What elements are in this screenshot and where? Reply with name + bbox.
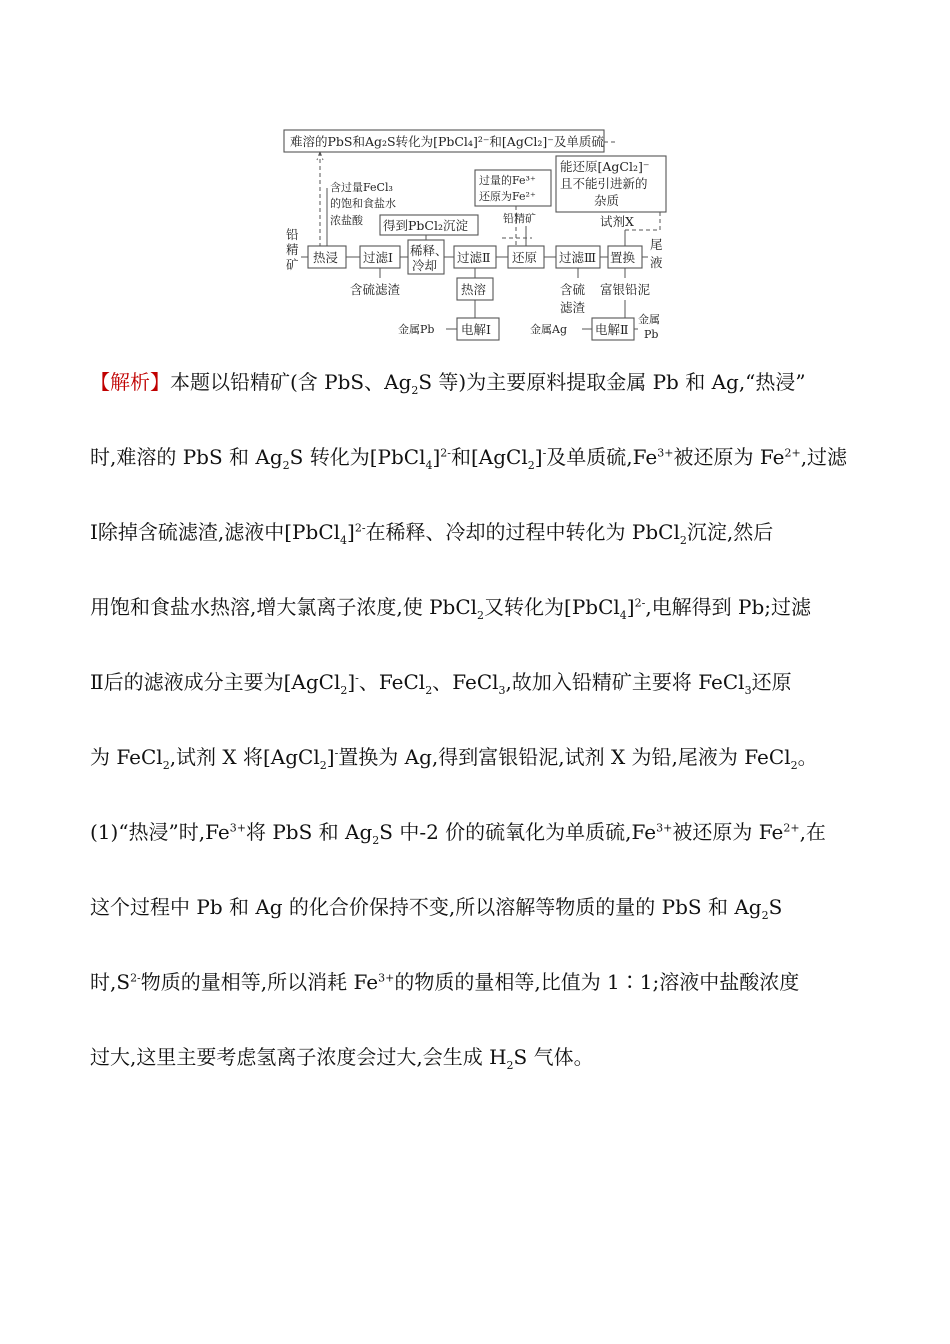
step-hot-leach: 热浸 <box>313 250 339 265</box>
analysis-line-7: (1)“热浸”时$,Fe^{3+}$将 PbS 和 $Ag_2S$ 中-2 价的硫氧化为单质硫$,Fe^{3+}$被还原为 $Fe^{2+}$,在 <box>90 820 826 847</box>
step-filter2: 过滤Ⅱ <box>457 250 491 265</box>
ore-label: 铅精矿 <box>503 212 536 225</box>
analysis-line-3: Ⅰ除掉含硫滤渣,滤液中[PbCl$_4$]$^{2-}$在稀释、冷却的过程中转化为 PbCl$_2$沉淀,然后 <box>90 520 774 547</box>
analysis-section <box>90 345 865 1095</box>
fe-text-1: 过量的Fe³⁺ <box>479 174 536 187</box>
left-note-3: 浓盐酸 <box>330 214 363 227</box>
analysis-tag: 【解析】 <box>90 370 170 394</box>
step-hot-dissolve: 热溶 <box>461 282 487 297</box>
step-dilute-2: 冷却 <box>412 258 438 273</box>
agent-text-2: 且不能引进新的 <box>560 176 648 191</box>
metal-pb: 金属Pb <box>398 323 435 336</box>
residue1: 含硫滤渣 <box>350 282 401 297</box>
analysis-line-10: 过大,这里主要考虑氢离子浓度会过大,会生成 $H_2S$ 气体。 <box>90 1045 594 1072</box>
metal-pb2-2: Pb <box>644 328 659 341</box>
analysis-line-8: 这个过程中 Pb 和 Ag 的化合价保持不变,所以溶解等物质的量的 PbS 和 $Ag_2S$ <box>90 895 783 922</box>
step-filter3: 过滤Ⅲ <box>559 250 597 265</box>
residue3-1: 含硫 <box>560 282 586 297</box>
electrolysis1: 电解Ⅰ <box>461 322 491 337</box>
input-char-1: 铅 <box>286 227 299 242</box>
agent-text-3: 杂质 <box>594 193 620 208</box>
analysis-line-5: Ⅱ后的滤液成分主要为[AgCl$_2$]-、FeCl$_2$、FeCl$_3$,故加入铅精矿主要将 FeCl$_3$还原 <box>90 670 792 697</box>
analysis-line-6: 为 FeCl$_2$,试剂 X 将[AgCl$_2$]-置换为 Ag,得到富银铅泥,试剂 X 为铅,尾液为 FeCl$_2$。 <box>90 745 818 772</box>
left-note-2: 的饱和食盐水 <box>330 197 396 210</box>
process-flowchart <box>270 118 670 343</box>
metal-pb2-1: 金属 <box>638 313 660 326</box>
analysis-line-1: 【解析】本题以铅精矿(含 PbS、$Ag_2S$ 等)为主要原料提取金属 Pb 和 Ag,“热浸” <box>90 370 806 397</box>
analysis-line-4: 用饱和食盐水热溶,增大氯离子浓度,使 PbCl$_2$又转化为[PbCl$_4$]$^{2-}$,电解得到 Pb;过滤 <box>90 595 812 622</box>
fe-text-2: 还原为Fe²⁺ <box>479 190 536 203</box>
agent-text-1: 能还原[AgCl₂]⁻ <box>560 159 650 174</box>
step-filter1: 过滤Ⅰ <box>363 250 393 265</box>
left-note-1: 含过量FeCl₃ <box>330 181 393 194</box>
residue3-2: 滤渣 <box>560 300 586 315</box>
pbcl2-text: 得到PbCl₂沉淀 <box>383 218 468 233</box>
tail-char-2: 液 <box>650 255 663 270</box>
step-replace: 置换 <box>610 250 636 265</box>
analysis-line-9: 时$,S^{2-}$物质的量相等,所以消耗 $Fe^{3+}$的物质的量相等,比值为 1∶1;溶液中盐酸浓度 <box>90 970 800 994</box>
tail-char-1: 尾 <box>650 237 663 252</box>
step-reduce: 还原 <box>512 250 538 265</box>
metal-ag: 金属Ag <box>530 323 567 336</box>
input-char-2: 精 <box>286 242 299 257</box>
reagent-label: 试剂X <box>600 214 634 229</box>
input-char-3: 矿 <box>286 257 299 272</box>
rich-mud: 富银铅泥 <box>600 282 651 297</box>
step-dilute-1: 稀释、 <box>410 243 448 258</box>
analysis-line-2: 时,难溶的 PbS 和 $Ag_2S$ 转化为[PbCl$_4$]$^{2-}$和[AgCl$_2$]-及单质硫$,Fe^{3+}$被还原为 $Fe^{2+}$,过滤 <box>90 445 848 472</box>
electrolysis2: 电解Ⅱ <box>595 322 629 337</box>
top-box-text: 难溶的PbS和Ag₂S转化为[PbCl₄]²⁻和[AgCl₂]⁻及单质硫 <box>290 134 604 149</box>
